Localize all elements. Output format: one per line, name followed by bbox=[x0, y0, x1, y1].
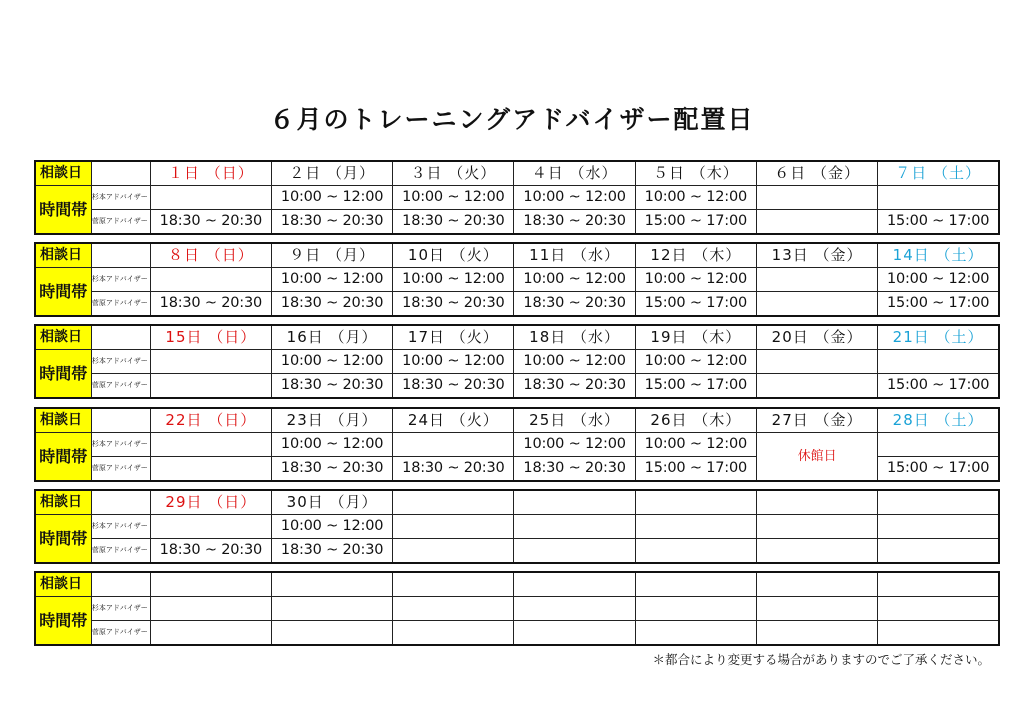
time-cell: 15:00 ~ 17:00 bbox=[635, 210, 756, 235]
time-cell: 10:00 ~ 12:00 bbox=[635, 268, 756, 292]
day-header: ５日 （木） bbox=[635, 161, 756, 186]
time-cell bbox=[878, 350, 999, 374]
time-cell bbox=[878, 515, 999, 539]
time-cell: 18:30 ~ 20:30 bbox=[271, 539, 392, 564]
time-cell: 15:00 ~ 17:00 bbox=[635, 374, 756, 399]
blank-cell bbox=[91, 408, 150, 433]
week-table bbox=[34, 160, 1000, 235]
date-row bbox=[35, 572, 999, 597]
day-header: １日 （日） bbox=[150, 161, 271, 186]
day-header: 27日 （金） bbox=[756, 408, 877, 433]
time-cell bbox=[150, 350, 271, 374]
time-cell bbox=[150, 186, 271, 210]
time-cell: 18:30 ~ 20:30 bbox=[393, 210, 514, 235]
advisor-a-row bbox=[35, 515, 999, 539]
day-header: 22日 （日） bbox=[150, 408, 271, 433]
day-header: 18日 （水） bbox=[514, 325, 635, 350]
day-header: ４日 （水） bbox=[514, 161, 635, 186]
advisor-a-row bbox=[35, 433, 999, 457]
time-cell bbox=[393, 539, 514, 564]
time-cell: 10:00 ~ 12:00 bbox=[514, 350, 635, 374]
time-cell: 18:30 ~ 20:30 bbox=[271, 210, 392, 235]
time-cell bbox=[393, 621, 514, 646]
time-cell: 18:30 ~ 20:30 bbox=[514, 292, 635, 317]
time-cell bbox=[150, 515, 271, 539]
day-header: 13日 （金） bbox=[756, 243, 877, 268]
advisor-b-row bbox=[35, 374, 999, 399]
date-row bbox=[35, 243, 999, 268]
time-cell bbox=[271, 621, 392, 646]
blank-cell bbox=[91, 161, 150, 186]
consult-day-label: 相談日 bbox=[35, 161, 91, 186]
page-title: ６月のトレーニングアドバイザー配置日 bbox=[269, 105, 755, 134]
day-header bbox=[878, 572, 999, 597]
time-cell bbox=[878, 539, 999, 564]
time-cell: 18:30 ~ 20:30 bbox=[393, 457, 514, 482]
time-cell bbox=[514, 515, 635, 539]
day-header: 12日 （木） bbox=[635, 243, 756, 268]
time-cell: 15:00 ~ 17:00 bbox=[635, 292, 756, 317]
time-slot-label: 時間帯 bbox=[35, 515, 91, 564]
blank-cell bbox=[91, 490, 150, 515]
time-cell bbox=[635, 621, 756, 646]
time-cell bbox=[756, 621, 877, 646]
day-header: 14日 （土） bbox=[878, 243, 999, 268]
time-cell bbox=[150, 621, 271, 646]
time-cell bbox=[150, 268, 271, 292]
time-cell bbox=[635, 539, 756, 564]
day-header: 16日 （月） bbox=[271, 325, 392, 350]
date-row bbox=[35, 490, 999, 515]
time-cell bbox=[514, 621, 635, 646]
time-cell bbox=[756, 597, 877, 621]
time-cell: 10:00 ~ 12:00 bbox=[271, 515, 392, 539]
time-cell: 10:00 ~ 12:00 bbox=[514, 433, 635, 457]
advisor-a-label: 杉本アドバイザー bbox=[91, 515, 150, 539]
time-cell bbox=[393, 433, 514, 457]
day-header bbox=[514, 572, 635, 597]
day-header bbox=[393, 572, 514, 597]
time-cell: 10:00 ~ 12:00 bbox=[878, 268, 999, 292]
day-header: 24日 （火） bbox=[393, 408, 514, 433]
time-cell: 18:30 ~ 20:30 bbox=[150, 539, 271, 564]
time-cell: 10:00 ~ 12:00 bbox=[635, 186, 756, 210]
time-cell bbox=[150, 457, 271, 482]
time-cell: 10:00 ~ 12:00 bbox=[271, 350, 392, 374]
time-cell: 15:00 ~ 17:00 bbox=[878, 374, 999, 399]
time-cell: 18:30 ~ 20:30 bbox=[514, 374, 635, 399]
time-cell: 15:00 ~ 17:00 bbox=[635, 457, 756, 482]
day-header: ７日 （土） bbox=[878, 161, 999, 186]
blank-cell bbox=[91, 572, 150, 597]
day-header: 29日 （日） bbox=[150, 490, 271, 515]
time-cell: 10:00 ~ 12:00 bbox=[635, 433, 756, 457]
time-cell bbox=[756, 374, 877, 399]
day-header: 10日 （火） bbox=[393, 243, 514, 268]
time-cell bbox=[393, 515, 514, 539]
day-header bbox=[393, 490, 514, 515]
time-cell: 10:00 ~ 12:00 bbox=[271, 433, 392, 457]
week-table bbox=[34, 324, 1000, 399]
day-header bbox=[635, 572, 756, 597]
time-slot-label: 時間帯 bbox=[35, 350, 91, 399]
advisor-b-row bbox=[35, 210, 999, 235]
time-cell bbox=[756, 539, 877, 564]
week-table bbox=[34, 242, 1000, 317]
day-header bbox=[514, 490, 635, 515]
advisor-b-row bbox=[35, 292, 999, 317]
advisor-b-label: 菅原アドバイザー bbox=[91, 292, 150, 317]
time-cell: 18:30 ~ 20:30 bbox=[150, 292, 271, 317]
time-cell: 10:00 ~ 12:00 bbox=[514, 268, 635, 292]
advisor-a-label: 杉本アドバイザー bbox=[91, 268, 150, 292]
time-cell: 18:30 ~ 20:30 bbox=[271, 374, 392, 399]
time-cell: 15:00 ~ 17:00 bbox=[878, 457, 999, 482]
advisor-b-label: 菅原アドバイザー bbox=[91, 539, 150, 564]
time-cell: 10:00 ~ 12:00 bbox=[393, 350, 514, 374]
time-cell bbox=[878, 597, 999, 621]
day-header: ９日 （月） bbox=[271, 243, 392, 268]
advisor-a-label: 杉本アドバイザー bbox=[91, 433, 150, 457]
consult-day-label: 相談日 bbox=[35, 243, 91, 268]
day-header bbox=[635, 490, 756, 515]
time-cell bbox=[271, 597, 392, 621]
time-cell: 18:30 ~ 20:30 bbox=[514, 457, 635, 482]
time-cell: 18:30 ~ 20:30 bbox=[514, 210, 635, 235]
advisor-b-label: 菅原アドバイザー bbox=[91, 621, 150, 646]
time-cell bbox=[150, 597, 271, 621]
day-header: 15日 （日） bbox=[150, 325, 271, 350]
advisor-b-row bbox=[35, 621, 999, 646]
time-cell bbox=[756, 268, 877, 292]
advisor-b-label: 菅原アドバイザー bbox=[91, 374, 150, 399]
time-cell: 18:30 ~ 20:30 bbox=[271, 292, 392, 317]
time-cell bbox=[756, 515, 877, 539]
day-header: 20日 （金） bbox=[756, 325, 877, 350]
day-header: 21日 （土） bbox=[878, 325, 999, 350]
day-header: ８日 （日） bbox=[150, 243, 271, 268]
time-cell bbox=[150, 433, 271, 457]
time-cell: 18:30 ~ 20:30 bbox=[271, 457, 392, 482]
day-header: 26日 （木） bbox=[635, 408, 756, 433]
time-cell: 10:00 ~ 12:00 bbox=[635, 350, 756, 374]
time-cell: 10:00 ~ 12:00 bbox=[393, 268, 514, 292]
day-header: ６日 （金） bbox=[756, 161, 877, 186]
day-header: 23日 （月） bbox=[271, 408, 392, 433]
date-row bbox=[35, 408, 999, 433]
time-cell: 15:00 ~ 17:00 bbox=[878, 210, 999, 235]
blank-cell bbox=[91, 325, 150, 350]
day-header: 19日 （木） bbox=[635, 325, 756, 350]
time-cell bbox=[514, 597, 635, 621]
day-header: 11日 （水） bbox=[514, 243, 635, 268]
advisor-a-row bbox=[35, 597, 999, 621]
advisor-b-label: 菅原アドバイザー bbox=[91, 457, 150, 482]
day-header: 28日 （土） bbox=[878, 408, 999, 433]
advisor-a-label: 杉本アドバイザー bbox=[91, 186, 150, 210]
week-table bbox=[34, 407, 1000, 482]
day-header bbox=[878, 490, 999, 515]
blank-cell bbox=[91, 243, 150, 268]
day-header: 17日 （火） bbox=[393, 325, 514, 350]
date-row bbox=[35, 161, 999, 186]
advisor-a-row bbox=[35, 186, 999, 210]
day-header bbox=[756, 490, 877, 515]
closed-day-cell: 休館日 bbox=[756, 433, 877, 482]
day-header: 25日 （水） bbox=[514, 408, 635, 433]
date-row bbox=[35, 325, 999, 350]
time-cell bbox=[756, 292, 877, 317]
time-cell bbox=[150, 374, 271, 399]
time-cell bbox=[514, 539, 635, 564]
day-header: 30日 （月） bbox=[271, 490, 392, 515]
week-table bbox=[34, 489, 1000, 564]
time-cell: 18:30 ~ 20:30 bbox=[393, 292, 514, 317]
day-header bbox=[271, 572, 392, 597]
time-cell: 18:30 ~ 20:30 bbox=[150, 210, 271, 235]
consult-day-label: 相談日 bbox=[35, 325, 91, 350]
time-cell bbox=[878, 433, 999, 457]
day-header: ３日 （火） bbox=[393, 161, 514, 186]
advisor-a-label: 杉本アドバイザー bbox=[91, 597, 150, 621]
day-header bbox=[150, 572, 271, 597]
time-cell bbox=[635, 515, 756, 539]
time-cell bbox=[756, 210, 877, 235]
time-cell: 18:30 ~ 20:30 bbox=[393, 374, 514, 399]
time-cell bbox=[878, 186, 999, 210]
time-slot-label: 時間帯 bbox=[35, 597, 91, 646]
advisor-a-row bbox=[35, 350, 999, 374]
day-header: ２日 （月） bbox=[271, 161, 392, 186]
time-cell bbox=[635, 597, 756, 621]
consult-day-label: 相談日 bbox=[35, 572, 91, 597]
time-cell: 15:00 ~ 17:00 bbox=[878, 292, 999, 317]
advisor-b-label: 菅原アドバイザー bbox=[91, 210, 150, 235]
time-cell bbox=[393, 597, 514, 621]
time-cell bbox=[756, 186, 877, 210]
time-slot-label: 時間帯 bbox=[35, 186, 91, 235]
time-cell bbox=[878, 621, 999, 646]
time-cell: 10:00 ~ 12:00 bbox=[393, 186, 514, 210]
time-slot-label: 時間帯 bbox=[35, 268, 91, 317]
time-cell bbox=[756, 350, 877, 374]
time-slot-label: 時間帯 bbox=[35, 433, 91, 482]
consult-day-label: 相談日 bbox=[35, 408, 91, 433]
time-cell: 10:00 ~ 12:00 bbox=[271, 186, 392, 210]
time-cell: 10:00 ~ 12:00 bbox=[271, 268, 392, 292]
week-table bbox=[34, 571, 1000, 646]
consult-day-label: 相談日 bbox=[35, 490, 91, 515]
day-header bbox=[756, 572, 877, 597]
footer-note: ＊都合により変更する場合がありますのでご了承ください。 bbox=[652, 652, 990, 667]
advisor-b-row bbox=[35, 539, 999, 564]
advisor-a-row bbox=[35, 268, 999, 292]
time-cell: 10:00 ~ 12:00 bbox=[514, 186, 635, 210]
advisor-a-label: 杉本アドバイザー bbox=[91, 350, 150, 374]
